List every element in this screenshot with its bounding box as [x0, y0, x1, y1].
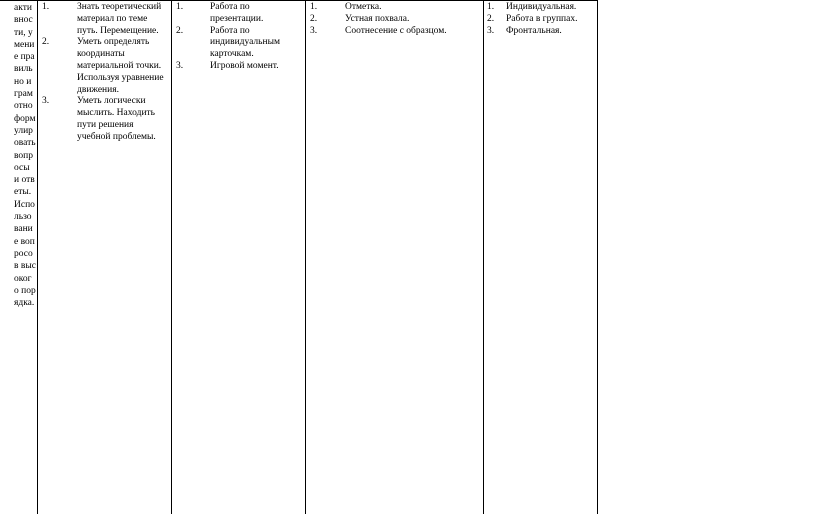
- list-item-text: Соотнесение с образцом.: [345, 25, 447, 36]
- table-top-border: [0, 0, 598, 1]
- list-number: 1.: [487, 2, 495, 12]
- list-item-text: Уметь логически мыслить. Находить пути решения учебной проблемы.: [77, 96, 156, 142]
- list-item-text: Работа в группах.: [506, 13, 578, 24]
- column-divider: [483, 0, 484, 514]
- list-number: 3.: [487, 25, 495, 36]
- list-number: 2.: [176, 25, 184, 36]
- list-item: [42, 96, 168, 143]
- cell-paragraph: активности, умение правильно и грамотно формулировать вопросы и ответы.: [14, 3, 36, 198]
- list-number: 1.: [176, 2, 184, 12]
- list-item: [487, 26, 595, 38]
- cell-activities: [176, 2, 301, 73]
- column-divider: [305, 0, 306, 514]
- list-item: [310, 14, 480, 26]
- list-item-text: Фронтальная.: [506, 25, 562, 36]
- list-item: [176, 61, 301, 73]
- list-item-text: Работа по индивидуальным карточкам.: [210, 25, 280, 60]
- list-number: 3.: [176, 60, 184, 71]
- numbered-list: [487, 2, 595, 37]
- cell-assessment: [310, 2, 480, 37]
- numbered-list: [42, 2, 168, 144]
- column-divider: [37, 0, 38, 514]
- numbered-list: [310, 2, 480, 37]
- list-number: 2.: [310, 13, 318, 24]
- list-item: [487, 2, 595, 14]
- list-number: 3.: [42, 96, 50, 107]
- list-number: 1.: [42, 2, 50, 12]
- cell-paragraph: Использование вопросов высокого порядка.: [14, 199, 36, 309]
- list-number: 3.: [310, 25, 318, 36]
- list-item-text: Знать теоретический материал по теме путь. Перемещение.: [77, 2, 162, 36]
- table-right-border: [597, 0, 598, 514]
- numbered-list: [176, 2, 301, 73]
- list-item: [42, 37, 168, 96]
- cell-learning-activity: [14, 2, 36, 309]
- list-item: [42, 2, 168, 37]
- cell-work-forms: [487, 2, 595, 37]
- list-item-text: Устная похвала.: [345, 13, 410, 24]
- list-item-text: Отметка.: [345, 2, 382, 12]
- list-item: [310, 26, 480, 38]
- list-item-text: Индивидуальная.: [506, 2, 577, 12]
- list-item: [310, 2, 480, 14]
- list-item: [176, 2, 301, 26]
- list-item-text: Работа по презентации.: [210, 2, 264, 24]
- list-item: [176, 26, 301, 61]
- cell-outcomes: [42, 2, 168, 144]
- list-item-text: Игровой момент.: [210, 60, 279, 71]
- list-number: 2.: [487, 13, 495, 24]
- list-item: [487, 14, 595, 26]
- list-number: 1.: [310, 2, 318, 12]
- list-item-text: Уметь определять координаты материальной точки. Используя уравнение движения.: [77, 37, 164, 95]
- list-number: 2.: [42, 37, 50, 48]
- column-divider: [171, 0, 172, 514]
